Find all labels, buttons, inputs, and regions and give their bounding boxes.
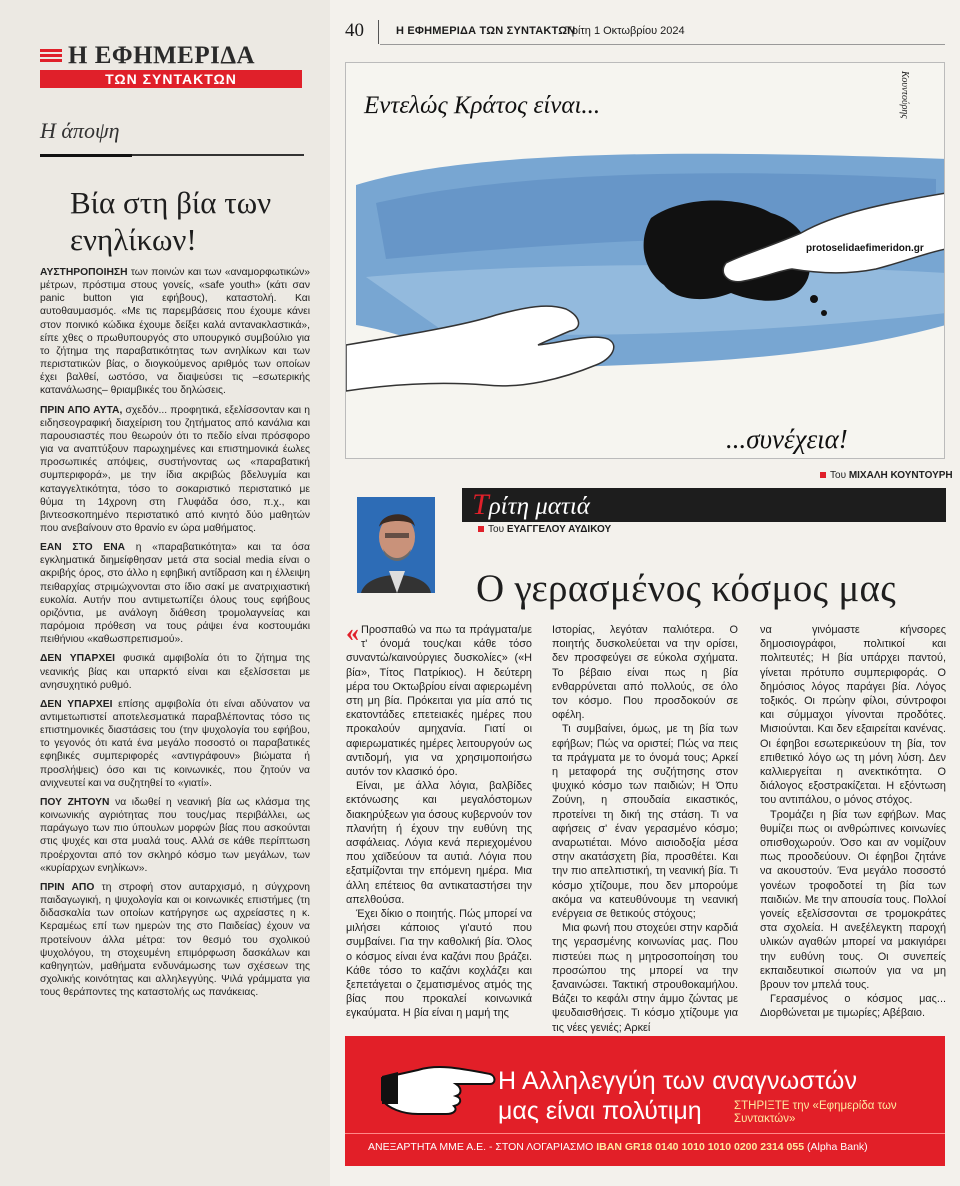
- ad-title-line2: μας είναι πολύτιμη: [498, 1097, 702, 1125]
- editorial-paragraph: [40, 404, 310, 536]
- article-headline: Ο γερασμένος κόσμος μας: [476, 567, 896, 610]
- editorial-paragraph: [40, 881, 310, 999]
- author-photo: [357, 497, 435, 593]
- ad-divider: [345, 1133, 945, 1134]
- cartoon-credit: Του ΜΙΧΑΛΗ ΚΟΥΝΤΟΥΡΗ: [820, 470, 953, 481]
- paragraph-text: η «παραβατικότητα» και τα όσα εγκληματικά διημείφθησαν μετά στα social media είναι ο ακριβής όρος, στο άλλο η εφηβική αντίδραση και η έλλειψη πειθαρχίας στριμώχνονται στο ίδιο σακί με ανατριχιαστική ευκολία. Αυτήν που αντιμετωπίζει όλους τους εφήβους οριζόντια, με ανάλογη διάθεση τρομολαγνείας και παρόμοια πρόθεση να τους ράψει ένα κοστουμάκι πειθήνιου «καθωσπρεπισμού».: [40, 542, 310, 646]
- ink-drop: [821, 310, 827, 316]
- ad-bank-info: ΑΝΕΞΑΡΤΗΤΑ ΜΜΕ Α.Ε. - ΣΤΟΝ ΛΟΓΑΡΙΑΣΜΟ IBAN GR18 0140 1010 1010 0200 2314 055 (Alpha Bank): [368, 1141, 868, 1153]
- topbar-line: [380, 44, 945, 45]
- ad-iban: IBAN GR18 0140 1010 1010 0200 2314 055: [596, 1141, 805, 1153]
- section-label: Η άποψη: [40, 118, 120, 143]
- editorial-body: [40, 266, 310, 1005]
- article-paragraph: [760, 808, 946, 993]
- paragraph-text: Τι συμβαίνει, όμως, με τη βία των εφήβων; Πώς να οριστεί; Πώς να πεις τα πράγματα με το όνομά τους; Αρκεί η μεταφορά της συζήτησης στον ψυχικό κόσμο των παιδιών; Η Όπυ Ζούνη, η σπουδαία εικαστικός, προτείνει τη δική της στάση. Τι να αφήσεις σ' έναν γερασμένο κόσμο; αναρωτιέται. Μόνο αισιοδοξία μέσα στην ακατάσχετη βία, προσθέτει. Και την πιο απελπιστική, τη νεανική βία. Τι κόσμο χτίζουμε, που δεν μπορούμε ακόμα να κατευθύνουμε τη νεανική ενέργεια σε θετικούς στόχους;: [552, 723, 738, 921]
- newspaper-logo[interactable]: [40, 42, 302, 88]
- editorial-paragraph: [40, 541, 310, 646]
- article-paragraph: [346, 779, 532, 907]
- article-paragraph: [552, 623, 738, 722]
- editorial-paragraph: [40, 266, 310, 398]
- cartoon-top-text: Εντελώς Κράτος είναι...: [364, 92, 601, 119]
- svg-text:Κουντούρης: Κουντούρης: [899, 71, 910, 119]
- editorial-paragraph: [40, 698, 310, 790]
- paragraph-lead: ΠΡΙΝ ΑΠΟ: [40, 881, 95, 893]
- cartoon-drawing: [346, 63, 945, 459]
- paragraph-text: Ιστορίας, λεγόταν παλιότερα. Ο ποιητής δυσκολεύεται να την ορίσει, δεν προσφεύγει σε εύκολα σχήματα. Το βέβαιο είναι πως η βία ενθαρρύνεται από πολλούς, σε όλο τον κόσμο. Που προσδοκούν σε οφέλη.: [552, 624, 738, 722]
- article-column-2: [552, 623, 738, 1035]
- paragraph-text: επίσης αμφιβολία ότι είναι αδύνατον να αντιμετωπιστεί αποτελεσματικά παραβλέποντας τόσο τις επιστημονικές διαστάσεις του (την ψυχολογία του εφήβου, το γεγονός ότι κατά ένα μεγάλο ποσοστό οι παραβατικές εφηβικές συμπεριφορές «αντιγράφουν» βιώματα ή προσλήψεις) όσο και τις κοινωνικές, που ζητούν να ανιχνευτεί και να συζητηθεί το «γιατί».: [40, 698, 310, 789]
- paragraph-lead: ΠΟΥ ΖΗΤΟΥΝ: [40, 796, 110, 808]
- paragraph-text: σχεδόν... προφητικά, εξελίσσονταν και η ειδησεογραφική διαχείριση του ζητήματος από κανάλια και παρουσιαστές που θεωρούν ότι το πεδίο είναι πρόσφορο για να αναπτύξουν παρωχημένες και επιστημονικά έωλες προσωπικές απόψεις, συστήνοντας ως «παραβατική συμπεριφορά», με την ίδια ακριβώς βδελυγμία και καταγγελτικότητα, τόσο το σοκαριστικό περιστατικό με θύμα τη 14χρονη στη Γλυφάδα όσο, π.χ., και βιντεοσκοπημένο περιστατικό από κινητό δύο μαθητών που ανεβαίνουν στο θρανίο εν ώρα μαθήματος.: [40, 404, 310, 534]
- column-title: Τρίτη ματιά: [472, 488, 590, 521]
- article-paragraph: [760, 623, 946, 808]
- paragraph-text: να γινόμαστε κήνσορες δημοσιογράφοι, πολιτικοί και πολιτευτές; Η βία υπάρχει παντού, γίνεται πρότυπο συμπεριφοράς. Ο δημόσιος λόγος παράγει βία. Λόγος τοξικός. Οι πρώην φίλοι, σύντροφοι και σύμμαχοι γίνονται προδότες. Μισιούνται. Και δεν εξαιρείται κανένας. Οι έφηβοι εσωτερικεύουν τη βία, τον επιθετικό λόγο ως τη μόνη λύση. Δεν καλλιεργείται η ανεκτικότητα. Ο διάλογος εξοστρακίζεται. Η εξόντωση του αντιπάλου, ο μόνος στόχος.: [760, 624, 946, 807]
- paragraph-lead: ΔΕΝ ΥΠΑΡΧΕΙ: [40, 698, 113, 710]
- column-title-bar: [462, 488, 946, 522]
- drop-quote-icon: «: [346, 618, 359, 647]
- watermark: protoselidaefimeridon.gr: [806, 243, 924, 254]
- logo-line1: Η ΕΦΗΜΕΡΙΔΑ: [40, 42, 302, 68]
- topbar-title: Η ΕΦΗΜΕΡΙΔΑ ΤΩΝ ΣΥΝΤΑΚΤΩΝ: [396, 25, 576, 37]
- column-author: Του ΕΥΑΓΓΕΛΟΥ ΑΥΔΙΚΟΥ: [478, 524, 611, 535]
- article-paragraph: [346, 618, 532, 779]
- paragraph-text: Γερασμένος ο κόσμος μας... Διορθώνεται με τιμωρίες; Αβέβαιο.: [760, 993, 946, 1020]
- editorial-paragraph: [40, 652, 310, 691]
- ad-support-text: ΣΤΗΡΙΞΤΕ την «Εφημερίδα των Συντακτών»: [734, 1100, 897, 1125]
- author-square-icon: [478, 526, 484, 532]
- ink-drop: [810, 295, 818, 303]
- paragraph-text: Έχει δίκιο ο ποιητής. Πώς μπορεί να μιλήσει κάποιος γι'αυτό που συμβαίνει. Για την καθολική βία. Όλος ο κόσμος είναι ένα καζάνι που βράζει. Κάθε τόσο το καζάνι κοχλάζει και ξεπετάγεται ο ζεματισμένος ατμός της βίας που προκαλεί κοινωνικά εγκαύματα. Η βία είναι η μαμή της: [346, 908, 532, 1020]
- paragraph-lead: ΕΑΝ ΣΤΟ ΕΝΑ: [40, 542, 126, 554]
- article-paragraph: [552, 722, 738, 921]
- paragraph-text: να ιδωθεί η νεανική βία ως κλάσμα της κοινωνικής αγριότητας που τους/μας περιβάλλει, ως παράγωγο των πιο ύπουλων μορφών βίας που ασκούνται στις ψυχές και στα μυαλά τους. Αλλά σε κάθε περίπτωση προέρχονται από τον σκληρό κόσμο των μεγάλων, των «κυρίαρχων ενηλίκων».: [40, 796, 310, 874]
- cartoon-bottom-text: ...συνέχεια!: [726, 424, 848, 454]
- pointing-hand-icon: [378, 1058, 498, 1118]
- ad-title-line1: Η Αλληλεγγύη των αναγνωστών: [498, 1067, 858, 1095]
- paragraph-text: φυσικά αμφιβολία ότι το ζήτημα της νεανικής βίας και υπαρκτό είναι και εξελίσσεται με ανησυχητικό ρυθμό.: [40, 653, 310, 691]
- credit-square-icon: [820, 472, 826, 478]
- section-rule: [40, 154, 304, 156]
- paragraph-lead: ΑΥΣΤΗΡΟΠΟΙΗΣΗ: [40, 267, 128, 278]
- topbar-divider: [378, 20, 379, 44]
- editorial-paragraph: [40, 796, 310, 875]
- article-paragraph: [346, 907, 532, 1021]
- cartoon: [345, 62, 945, 459]
- paragraph-text: Είναι, με άλλα λόγια, βαλβίδες εκτόνωσης και μεγαλόστομων διακηρύξεων για όσους κυβερνούν τον πλανήτη ή έχουν την ευθύνη της ασφάλειας. Λόγια κενά περιεχομένου που χαϊδεύουν τα αυτιά. Λόγια που εξατμίζονται την επόμενη ημέρα. Μια άλλη επέτειος θα αντικαταστήσει την απελθούσα.: [346, 780, 532, 906]
- author-avatar-icon: [357, 497, 435, 593]
- paragraph-text: Μια φωνή που στοχεύει στην καρδιά της γερασμένης κοινωνίας μας. Που πιστεύει πως η μητροσοποίηση του προσώπου της μπορεί να την ξαναινώσει. Τακτική στρουθοκαμήλου. Βάζει το κεφάλι στην άμμο ζώντας με ψευδαισθήσεις. Τι κόσμο χτίζουμε για τις νέες γενιές; Αρκεί: [552, 922, 738, 1034]
- editorial-headline: Βία στη βία των ενηλίκων!: [70, 185, 272, 257]
- paragraph-text: τη στροφή στον αυταρχισμό, η σύγχρονη παιδαγωγική, η ψυχολογία και οι κοινωνικές επιστήμες (τη διδασκαλία των οποίων κατήργησε ως αχρείαστες η κ. Κεραμέως επί των ημερών της στο Παιδείας) έχουν να προτείνουν άλλα μέτρα: τον θεσμό του σχολικού ψυχολόγου, τη στοχευμένη επιμόρφωση δασκάλων και καθηγητών, μαθήματα ενδυνάμωσης των σχέσεων της σχολικής κοινότητας και αλληλεγγύης. Ψιλά γράμματα για τους θεράποντες της καταστολής ως πανάκειας.: [40, 881, 310, 999]
- article-column-1: [346, 618, 532, 1021]
- topbar-date: Τρίτη 1 Οκτωβρίου 2024: [565, 25, 685, 37]
- logo-line2: ΤΩΝ ΣΥΝΤΑΚΤΩΝ: [40, 70, 302, 88]
- article-paragraph: [552, 921, 738, 1035]
- paragraph-lead: ΔΕΝ ΥΠΑΡΧΕΙ: [40, 653, 115, 665]
- paragraph-text: των ποινών και των «αναμορφωτικών» μέτρων, πρόστιμα στους γονείς, «safe youth» (κάτι σαν panic button για εφήβους), καταστολή. Και αυτοθαυμασμός. «Με τις παρεμβάσεις που έχουμε κάνει στον ποινικό κώδικα έχουμε δείξει καλά αντανακλαστικά», είπε χθες ο πρωθυπουργός στο υπουργικό συμβούλιο για το ζήτημα της παραβατικότητας των ανηλίκων και των περιστατικών βίας, ο διογκούμενος αριθμός των οποίων έχει βαλθεί, ωστόσο, να διαψεύσει τις –εσωτερικής κατανάλωσης– θριαμβικές του δηλώσεις.: [40, 267, 310, 397]
- paragraph-lead: ΠΡΙΝ ΑΠΟ ΑΥΤΑ,: [40, 404, 123, 416]
- paragraph-text: Τρομάζει η βία των εφήβων. Μας θυμίζει πως οι ανθρώπινες κοινωνίες οπισθοχωρούν. Όσο και αν νομίζουν πως προοδεύουν. Οι έφηβοι ζητάνε να ακουστούν. Ένα μεγάλο ποσοστό γονέων τροφοδοτεί τη βία των παιδιών. Με την απουσία τους. Πολλοί γονείς εξελίσσονται σε τρομοκράτες στα σχολεία. Η ανεξέλεγκτη παροχή υλικών αγαθών μπορεί να μακιγιάρει την ευθύνη τους. Οι συνεπείς εκπαιδευτικοί σιωπούν για να μη βρουν τον μπελά τους.: [760, 808, 946, 992]
- article-paragraph: [760, 992, 946, 1020]
- article-column-3: [760, 623, 946, 1021]
- page-number: 40: [345, 20, 364, 41]
- cartoon-signature: [899, 70, 910, 119]
- logo-stripes-icon: [40, 49, 62, 63]
- paragraph-text: Προσπαθώ να πω τα πράγματα/με τ' όνομά τους/και κάθε τόσο συναντώ/καινούργιες δυσκολίες» («Η βία», Τίτος Πατρίκιος). Η δεύτερη μέρα του Οκτωβρίου είναι αφιερωμένη στη μη βία. Πρόκειται για μία από τις εκατοντάδες επετειακές ημέρες που προκαλούν αμηχανία. Γιατί οι αφιερωματικές ημέρες λειτουργούν ως αντιδομή, για να χρησιμοποιήσω αυτόν τον κλασικό όρο.: [346, 624, 532, 779]
